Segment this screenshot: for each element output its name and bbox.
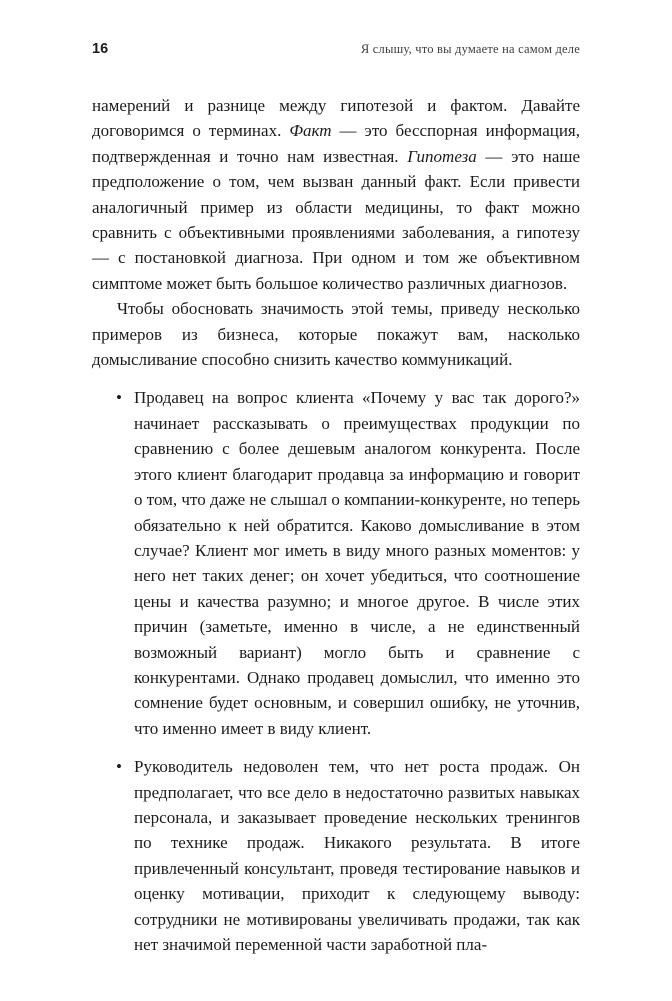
list-item — [116, 385, 580, 741]
bullet-icon: • — [116, 388, 122, 408]
paragraph-intro — [92, 93, 580, 296]
bullet-icon: • — [116, 757, 122, 777]
examples-list — [92, 385, 580, 957]
page-body — [92, 93, 580, 957]
list-item-text: Руководитель недоволен тем, что нет роста продаж. Он предполагает, что все дело в недостаточно развитых навыках персонала, и заказывает проведение нескольких тренингов по технике продаж. Никакого результата. В итоге привлеченный консультант, проведя тестирование навыков и оценку мотивации, приходит к следующему выводу: сотрудники не мотивированы увеличивать продажи, так как нет значимой переменной части заработной пла- — [134, 757, 580, 954]
page-header — [92, 41, 580, 57]
term-fact: Факт — [289, 121, 332, 141]
term-hypothesis: Гипотеза — [407, 146, 477, 166]
paragraph-text: — это бесспорная информация, подтвержденная и точно нам известная. — [92, 121, 581, 166]
paragraph-text: — это наше предположение о том, чем вызван данный факт. Если привести аналогичный пример из области медицины, то факт можно сравнить с объективными проявлениями заболевания, а гипотезу — с постановкой диагноза. При одном и том же объективном симптоме может быть большое количество различных диагнозов. — [92, 146, 581, 293]
running-title: Я слышу, что вы думаете на самом деле — [360, 42, 580, 56]
list-item-text: Продавец на вопрос клиента «Почему у вас так дорого?» начинает рассказывать о преимуществах продукции по сравнению с более дешевым аналогом конкурента. После этого клиент благодарит продавца за информацию и говорит о том, что даже не слышал о компании-конкуренте, но теперь обязательно к ней обратится. Каково домысливание в этом случае? Клиент мог иметь в виду много разных моментов: у него нет таких денег; он хочет убедиться, что соотношение цены и качества разумно; и многое другое. В числе этих причин (заметьте, именно в числе, а не единственный возможный вариант) могло быть и сравнение с конкурентами. Однако продавец домыслил, что именно это сомнение будет основным, и совершил ошибку, не уточнив, что именно имеет в виду клиент. — [134, 388, 580, 738]
list-item — [116, 754, 580, 957]
paragraph-text: намерений и разнице между гипотезой и фактом. Давайте договоримся о терминах. — [92, 96, 580, 141]
page-number: 16 — [92, 41, 109, 57]
paragraph-lead-in: Чтобы обосновать значимость этой темы, приведу несколько примеров из бизнеса, которые покажут вам, насколько домысливание способно снизить качество коммуникаций. — [92, 299, 580, 370]
